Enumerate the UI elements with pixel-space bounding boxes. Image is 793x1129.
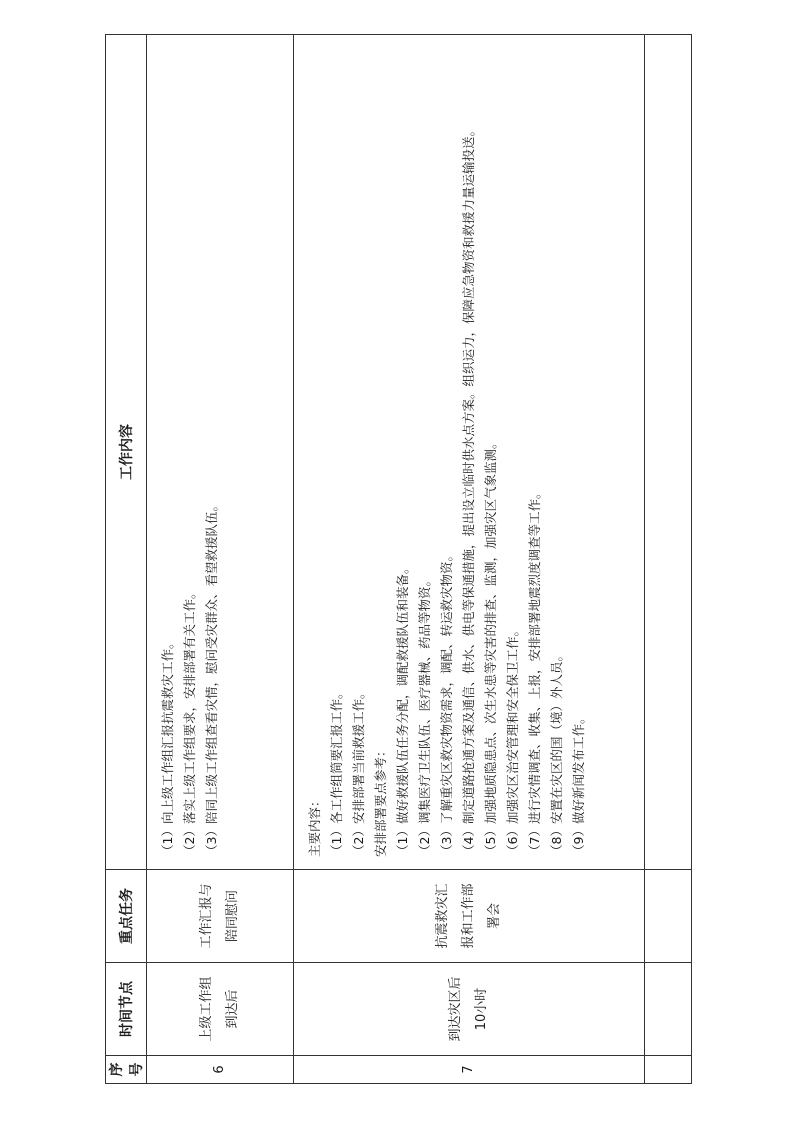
empty-cell	[645, 963, 692, 1056]
header-no: 序号	[106, 1056, 147, 1084]
content-line: （5）加强地质隐患点、次生水患等灾害的排查、监测，加强灾区气象监测。	[483, 436, 498, 857]
content-line: （7）进行灾情调查、收集、上报，安排部署地震烈度调查等工作。	[527, 486, 542, 857]
content-line: （1）各工作组简要汇报工作。	[329, 686, 344, 857]
header-time: 时间节点	[106, 963, 147, 1056]
row-time: 上级工作组到达后	[147, 963, 294, 1056]
header-row	[106, 35, 147, 1084]
header-task: 重点任务	[106, 870, 147, 963]
row-no: 7	[294, 1056, 645, 1084]
content-line: （3）了解重灾区救灾物资需求，调配、转运救灾物资。	[439, 549, 454, 857]
empty-row	[645, 35, 692, 1084]
content-line: （2）调集医疗卫生队伍、医疗器械、药品等物资。	[417, 574, 432, 857]
content-line: （6）加强灾区治安管理和安全保卫工作。	[505, 624, 520, 857]
row-task: 抗震救灾汇报和工作部署会	[294, 870, 645, 963]
content-line: 安排部署要点参考：	[373, 744, 388, 857]
table-row	[147, 35, 294, 1084]
row-content	[147, 35, 294, 870]
empty-cell	[645, 35, 692, 870]
content-line: （2）安排部署当前救援工作。	[351, 686, 366, 857]
row-task: 工作汇报与陪同慰问	[147, 870, 294, 963]
content-line: （8）安置在灾区的国（境）外人员。	[549, 649, 564, 857]
table-row	[294, 35, 645, 1084]
content-line: （1）做好救援队伍任务分配，调配救援队伍和装备。	[395, 561, 410, 857]
work-plan-table	[105, 34, 692, 1084]
row-time: 到达灾区后10小时	[294, 963, 645, 1056]
row-content	[294, 35, 645, 870]
content-line: （3）陪同上级工作组查看灾情，慰问受灾群众、看望救援队伍。	[204, 499, 219, 857]
content-line: （9）做好新闻发布工作。	[571, 711, 586, 857]
content-line: 主要内容：	[307, 794, 322, 857]
content-line: （1）向上级工作组汇报抗震救灾工作。	[160, 636, 175, 857]
empty-cell	[645, 870, 692, 963]
row-no: 6	[147, 1056, 294, 1084]
content-line: （2）落实上级工作组要求，安排部署有关工作。	[182, 586, 197, 857]
empty-cell	[645, 1056, 692, 1084]
header-content: 工作内容	[106, 35, 147, 870]
content-line: （4）制定道路抢通方案及通信、供水、供电等保通措施，提出设立临时供水点方案。组织运力，保障应急物资和救援力量运输投送。	[461, 124, 476, 857]
